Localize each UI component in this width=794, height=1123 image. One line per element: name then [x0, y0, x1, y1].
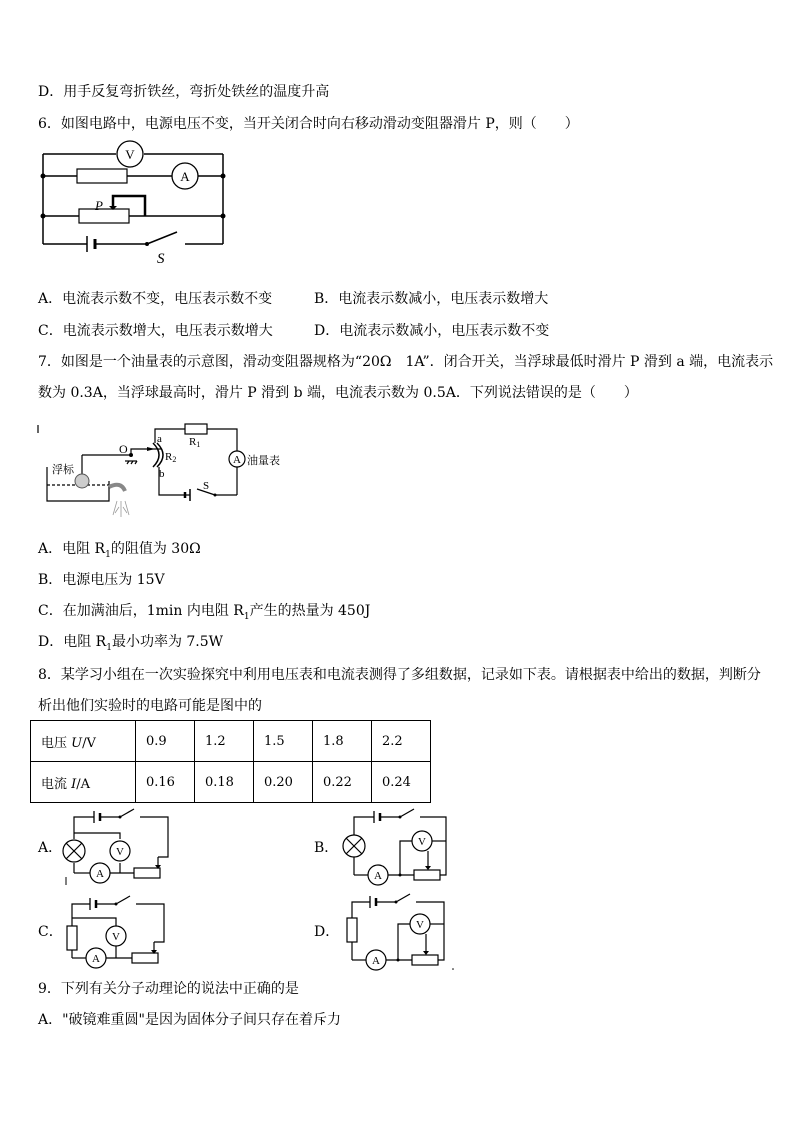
q6-option-b[interactable]: B．电流表示数减小，电压表示数增大 [314, 291, 549, 307]
q7-stem-line1: 7．如图是一个油量表的示意图，滑动变阻器规格为“20Ω 1A”．闭合开关，当浮球最低时滑片 P 滑到 a 端，电流表示 [38, 354, 774, 370]
q7-option-d[interactable]: D．电阻 $R_1$最小功率为 7.5W [38, 634, 224, 653]
q6-option-a[interactable]: A．电流表示数不变，电压表示数不变 [38, 291, 273, 307]
table-cell: 0.18 [195, 762, 254, 803]
q8-circuit-b[interactable] [340, 805, 460, 890]
q9-stem: 9．下列有关分子动理论的说法中正确的是 [38, 981, 299, 997]
svg-text:V: V [418, 836, 426, 848]
q8-option-a-label[interactable]: A． [38, 840, 63, 856]
q8-circuit-a[interactable] [60, 805, 180, 885]
q8-stem-line1: 8．某学习小组在一次实验探究中利用电压表和电流表测得了多组数据，记录如下表。请根据表中给出的数据，判断分 [38, 667, 761, 683]
q7-a-label: a [157, 433, 162, 445]
table-cell: 1.5 [254, 721, 313, 762]
svg-text:A: A [372, 955, 380, 967]
q6-option-c[interactable]: C．电流表示数增大，电压表示数增大 [38, 323, 273, 339]
q9-option-a[interactable]: A．"破镜难重圆"是因为固体分子间只存在着斥力 [38, 1012, 341, 1028]
table-row [31, 721, 431, 762]
table-cell: 0.16 [136, 762, 195, 803]
svg-text:A: A [96, 868, 104, 880]
q8-option-d-label[interactable]: D． [314, 924, 340, 940]
q7-option-c[interactable]: C．在加满油后，1min 内电阻 $R_1$产生的热量为 450J [38, 603, 371, 622]
q6-circuit-figure [35, 140, 235, 270]
q8-option-c-label[interactable]: C． [38, 924, 63, 940]
svg-text:A: A [374, 870, 382, 882]
q7-float-label: 浮标 [52, 464, 74, 476]
q8-circuit-d[interactable] [340, 890, 465, 975]
table-cell: 0.22 [313, 762, 372, 803]
q7-option-a[interactable]: A．电阻 $R_1$的阻值为 30Ω [38, 541, 201, 560]
q6-stem: 6．如图电路中，电源电压不变，当开关闭合时向右移动滑动变阻器滑片 P，则（ ） [38, 116, 579, 132]
svg-text:A: A [92, 953, 100, 965]
q8-data-table [30, 720, 431, 803]
table-cell: 0.24 [372, 762, 431, 803]
table-cell: 0.9 [136, 721, 195, 762]
q6-ammeter-label: A [180, 169, 190, 184]
q7-switch-label: S [203, 480, 210, 492]
q7-stem-line2: 数为 0.3A，当浮球最高时，滑片 P 滑到 b 端，电流表示数为 0.5A．下列说法错误的是（ ） [38, 385, 638, 401]
q5-option-d: D．用手反复弯折铁丝，弯折处铁丝的温度升高 [38, 84, 330, 100]
q7-ammeter-label: A [233, 454, 241, 466]
q7-pivot-label: O [119, 442, 128, 456]
svg-text:V: V [116, 846, 124, 858]
q7-meter-name: 油量表 [247, 455, 280, 467]
q7-float-ball-icon [75, 474, 89, 488]
table-cell: 1.2 [195, 721, 254, 762]
q7-r1-label: R1 [189, 436, 201, 449]
table-cell: 2.2 [372, 721, 431, 762]
table-row-header: 电压 U/V [31, 721, 136, 762]
q7-option-b[interactable]: B．电源电压为 15V [38, 572, 165, 588]
svg-text:V: V [112, 931, 120, 943]
q8-stem-line2: 析出他们实验时的电路可能是图中的 [38, 698, 262, 714]
table-cell: 1.8 [313, 721, 372, 762]
q6-option-d[interactable]: D．电流表示数减小，电压表示数不变 [314, 323, 550, 339]
table-row [31, 762, 431, 803]
q7-b-label: b [159, 468, 165, 480]
table-row-header: 电流 I/A [31, 762, 136, 803]
q6-slider-label: P [95, 198, 103, 213]
q8-option-b-label[interactable]: B． [314, 840, 339, 856]
q7-r2-label: R2 [165, 451, 177, 464]
q7-oil-gauge-figure [35, 415, 305, 530]
q6-voltmeter-label: V [125, 147, 135, 162]
q8-circuit-c[interactable] [60, 890, 180, 970]
q6-switch-label: S [157, 251, 165, 267]
svg-text:V: V [416, 919, 424, 931]
table-cell: 0.20 [254, 762, 313, 803]
